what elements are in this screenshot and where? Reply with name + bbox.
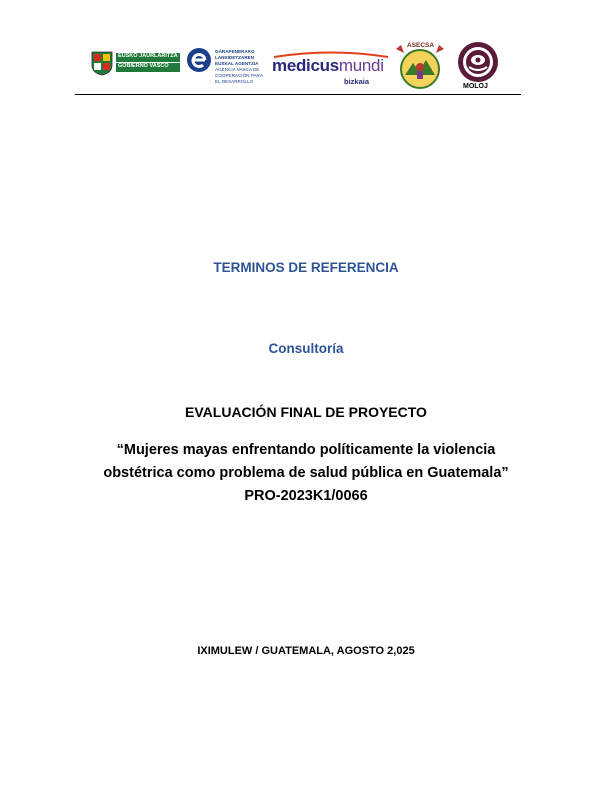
project-title-block (0, 439, 612, 508)
evaluation-heading: EVALUACIÓN FINAL DE PROYECTO (185, 404, 427, 420)
document-subtitle: Consultoría (268, 341, 344, 356)
header-divider (75, 94, 521, 95)
document-title: TERMINOS DE REFERENCIA (213, 260, 399, 275)
project-title-line-2: obstétrica como problema de salud pública en Guatemala” (103, 465, 509, 481)
moloj-emblem-icon (452, 40, 504, 84)
elankidetza-logo: GARAPENERAKO LANKIDETZAREN EUSKAL AGENTZIA AGENCIA VASCA DE COOPERACIÓN PARA EL DESARROLLO (186, 47, 268, 83)
project-code: PRO-2023K1/0066 (244, 488, 368, 504)
basque-shield-icon (90, 50, 114, 76)
asecsa-logo: ASECSA (393, 41, 447, 89)
header-logos (0, 0, 612, 100)
medicusmundi-logo: medicusmundi bizkaia (270, 50, 390, 86)
elankidetza-e-icon (186, 47, 212, 73)
moloj-logo: MOLOJ (452, 40, 504, 92)
project-title-line-1: “Mujeres mayas enfrentando políticamente la violencia (116, 442, 496, 458)
gobierno-vasco-logo: EUSKO JAURLARITZA GOBIERNO VASCO (90, 50, 182, 76)
place-and-date: IXIMULEW / GUATEMALA, AGOSTO 2,025 (197, 645, 415, 657)
